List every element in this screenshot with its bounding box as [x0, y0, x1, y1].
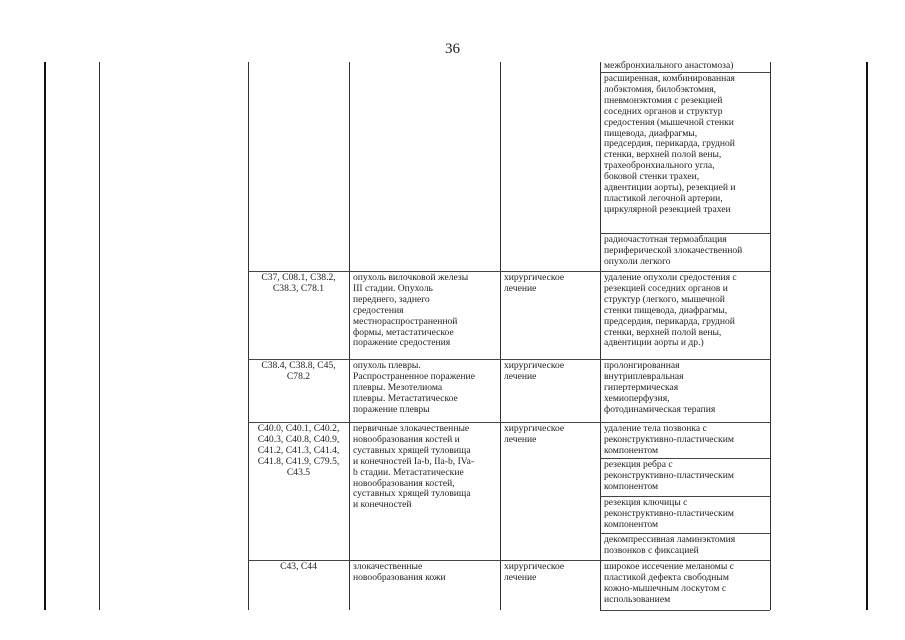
cell-line: и конечностей Ia-b, IIa-b, IVa-: [353, 455, 475, 467]
cell-line: боковой стенки трахеи,: [604, 171, 700, 183]
cell-line: лечение: [504, 282, 537, 294]
cell-line: пластикой дефекта свободным: [604, 571, 729, 583]
cell-line: новообразования кожи: [353, 571, 446, 583]
cell-line: и конечностей: [353, 499, 412, 511]
method-cell: [604, 535, 768, 557]
method-cell: [604, 460, 768, 493]
cell-line: стенки, верхней полой вены,: [604, 149, 722, 161]
table-rule: [600, 62, 601, 610]
cell-line: хирургическое: [504, 273, 565, 283]
cell-line: местнораспространенной: [353, 315, 458, 327]
cell-line: гипертермическая: [604, 381, 679, 393]
cell-line: лобэктомия, билобэктомия,: [604, 83, 717, 95]
method-cell: [604, 424, 768, 457]
cell-line: C78.2: [286, 370, 311, 382]
cell-line: соседних органов и структур: [604, 105, 723, 117]
cell-line: поражение плевры: [353, 403, 430, 415]
row-divider: [248, 422, 770, 423]
cell-line: реконструктивно-пластическим: [604, 433, 734, 445]
cell-line: лечение: [504, 433, 537, 445]
method-divider: [600, 533, 770, 534]
table-rule: [349, 62, 350, 610]
cell-line: межбронхиального анастомоза): [604, 61, 734, 71]
cell-line: опухоли легкого: [604, 255, 671, 267]
code-cell: [251, 361, 346, 383]
cell-line: удаление опухоли средостения с: [604, 273, 737, 283]
diagnosis-cell: [353, 562, 498, 584]
diagnosis-cell: [353, 361, 498, 416]
cell-line: поражение средостения: [353, 337, 451, 349]
cell-line: резекция ребра с: [604, 460, 673, 470]
row-divider: [248, 271, 770, 272]
cell-line: циркулярной резекцией трахеи: [604, 203, 731, 215]
table-rule: [770, 62, 771, 610]
cell-line: III стадии. Опухоль: [353, 282, 433, 294]
cell-line: хирургическое: [504, 424, 565, 434]
cell-line: внутриплевральная: [604, 370, 684, 382]
cell-line: первичные злокачественные: [353, 424, 470, 434]
cell-line: резекция ключицы с: [604, 498, 688, 508]
cell-line: предсердия, перикарда, грудной: [604, 315, 735, 327]
cell-line: расширенная, комбинированная: [604, 74, 735, 84]
cell-line: пневмонэктомия с резекцией: [604, 94, 723, 106]
cell-line: суставных хрящей туловища: [353, 488, 471, 500]
cell-line: хирургическое: [504, 361, 565, 371]
method-divider: [600, 233, 770, 234]
cell-line: Распространенное поражение: [353, 370, 475, 382]
method-cell: [604, 74, 768, 216]
cell-line: новообразования костей,: [353, 477, 455, 489]
cell-line: пролонгированная: [604, 361, 680, 371]
method-divider: [600, 72, 770, 73]
cell-line: периферической злокачественной: [604, 244, 743, 256]
cell-line: C43.5: [286, 466, 311, 478]
cell-line: стенки пищевода, диафрагмы,: [604, 304, 728, 316]
cell-line: пищевода, диафрагмы,: [604, 127, 698, 139]
cell-line: структур (легкого, мышечной: [604, 293, 725, 305]
method-divider: [600, 610, 770, 611]
cell-line: средостения (мышечной стенки: [604, 116, 734, 128]
table-rule: [500, 62, 501, 610]
cell-line: позвонков с фиксацией: [604, 544, 699, 556]
cell-line: C40.0, C40.1, C40.2,: [257, 424, 340, 434]
method-cell: [604, 61, 768, 72]
row-divider: [248, 359, 770, 360]
cell-line: новообразования костей и: [353, 433, 460, 445]
cell-line: реконструктивно-пластическим: [604, 469, 734, 481]
cell-line: лечение: [504, 571, 537, 583]
cell-line: C38.3, C78.1: [272, 282, 325, 294]
diagnosis-cell: [353, 424, 498, 511]
diagnosis-cell: [353, 273, 498, 349]
cell-line: адвентиции аорты), резекцией и: [604, 182, 736, 194]
code-cell: [251, 424, 346, 479]
method-cell: [604, 235, 768, 268]
cell-line: формы, метастатическое: [353, 326, 454, 338]
method-cell: [604, 498, 768, 531]
cell-line: удаление тела позвонка с: [604, 424, 707, 434]
cell-line: лечение: [504, 370, 537, 382]
table-rule: [99, 62, 100, 610]
method-divider: [600, 496, 770, 497]
cell-line: C40.3, C40.8, C40.9,: [257, 433, 340, 445]
code-cell: [251, 562, 346, 573]
cell-line: фотодинамическая терапия: [604, 403, 716, 415]
table-rule: [44, 62, 46, 610]
table-rule: [248, 62, 249, 610]
cell-line: C43, C44: [280, 562, 317, 572]
treatment-type-cell: [504, 562, 598, 584]
cell-line: компонентом: [604, 518, 659, 530]
cell-line: C41.2, C41.3, C41.4,: [257, 444, 340, 456]
cell-line: средостения: [353, 304, 404, 316]
cell-line: злокачественные: [353, 562, 423, 572]
cell-line: стенки, верхней полой вены,: [604, 326, 722, 338]
cell-line: кожно-мышечным лоскутом с: [604, 582, 727, 594]
cell-line: переднего, заднего: [353, 293, 430, 305]
method-divider: [600, 458, 770, 459]
cell-line: декомпрессивная ламинэктомия: [604, 535, 736, 545]
treatment-type-cell: [504, 273, 598, 295]
treatment-type-cell: [504, 361, 598, 383]
cell-line: C41.8, C41.9, C79.5,: [257, 455, 340, 467]
code-cell: [251, 273, 346, 295]
cell-line: резекцией соседних органов и: [604, 282, 728, 294]
cell-line: компонентом: [604, 444, 659, 456]
cell-line: трахеобронхиального угла,: [604, 160, 715, 172]
cell-line: C38.4, C38.8, C45,: [261, 361, 336, 371]
cell-line: предсердия, перикарда, грудной: [604, 138, 735, 150]
cell-line: опухоль вилочковой железы: [353, 273, 469, 283]
method-cell: [604, 361, 768, 416]
treatment-type-cell: [504, 424, 598, 446]
method-cell: [604, 562, 768, 606]
cell-line: хирургическое: [504, 562, 565, 572]
cell-line: адвентиции аорты и др.): [604, 337, 704, 349]
cell-line: хемиоперфузия,: [604, 392, 670, 404]
cell-line: суставных хрящей туловища: [353, 444, 471, 456]
cell-line: реконструктивно-пластическим: [604, 507, 734, 519]
table-rule: [866, 62, 868, 610]
cell-line: плевры. Метастатическое: [353, 392, 458, 404]
page-number: 36: [445, 41, 460, 57]
cell-line: компонентом: [604, 480, 659, 492]
cell-line: пластикой легочной артерии,: [604, 192, 723, 204]
cell-line: опухоль плевры.: [353, 361, 421, 371]
method-cell: [604, 273, 768, 349]
cell-line: b стадии. Метастатические: [353, 466, 464, 478]
cell-line: плевры. Мезотелиома: [353, 381, 443, 393]
cell-line: использованием: [604, 593, 671, 605]
cell-line: радиочастотная термоаблация: [604, 235, 727, 245]
cell-line: широкое иссечение меланомы с: [604, 562, 734, 572]
cell-line: C37, C08.1, C38.2,: [261, 273, 336, 283]
row-divider: [248, 560, 770, 561]
